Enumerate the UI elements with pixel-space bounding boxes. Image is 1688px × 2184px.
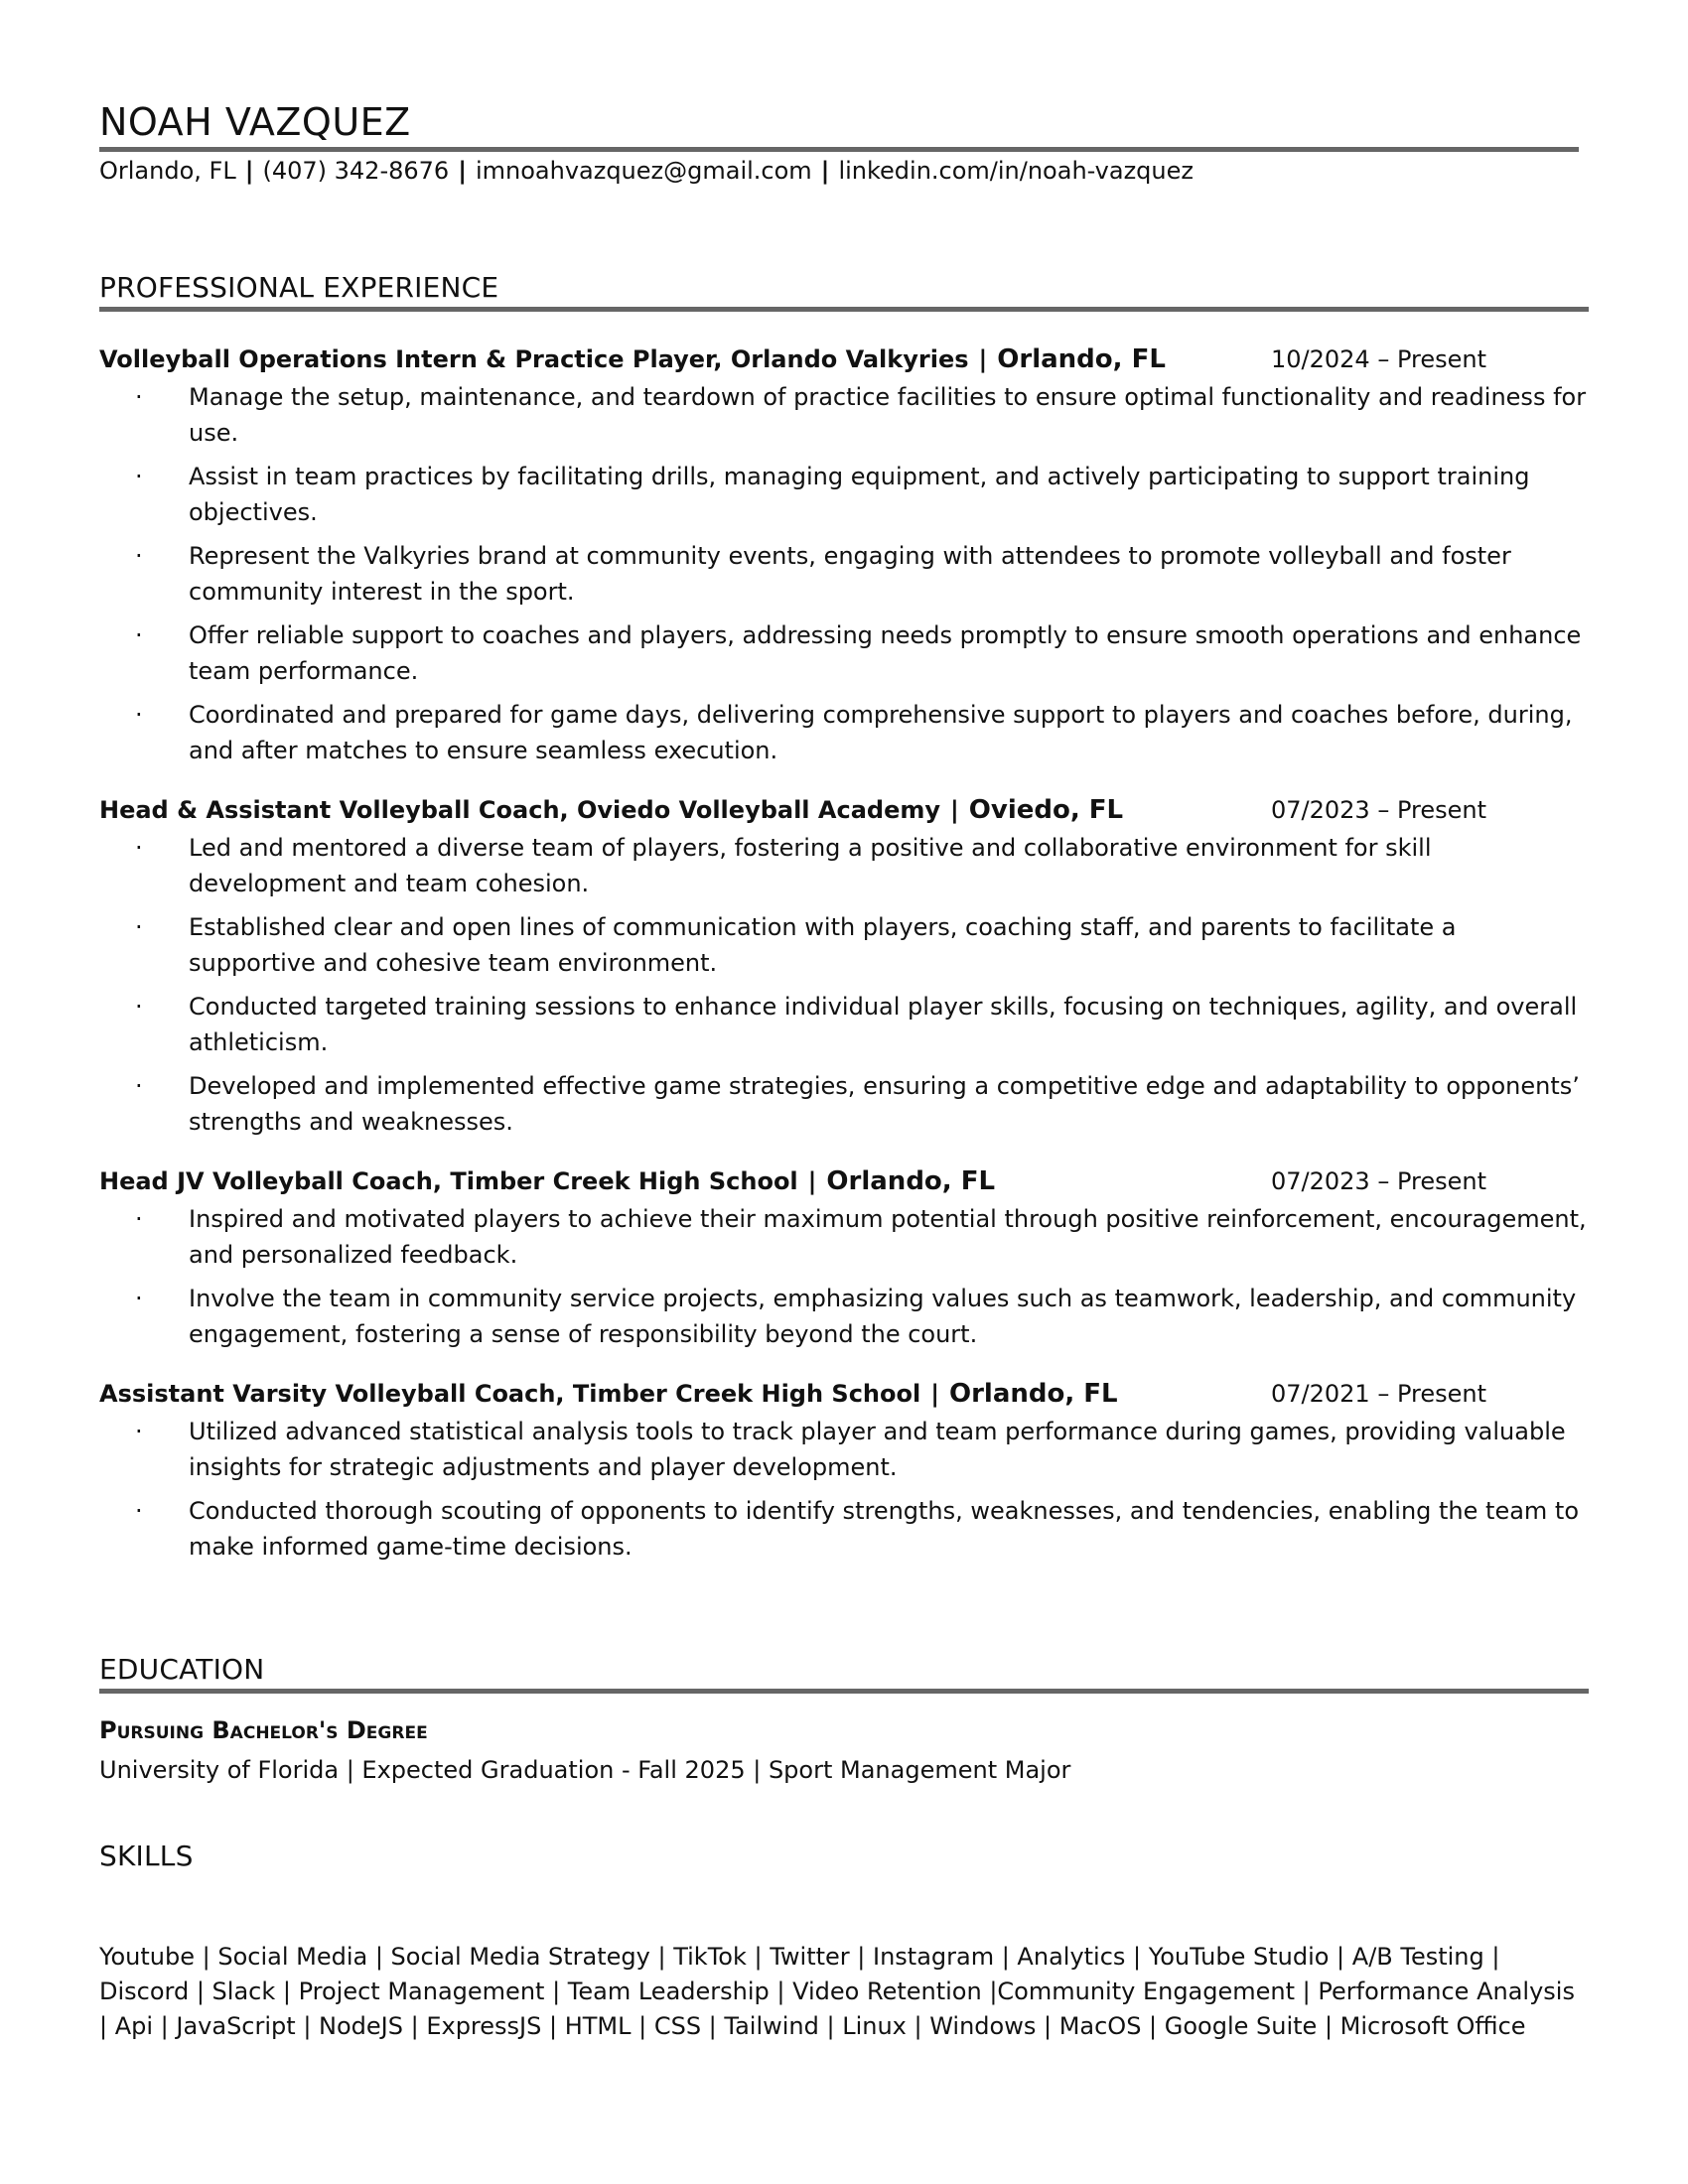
bullet-dot-icon: · (135, 1205, 143, 1233)
experience-heading: PROFESSIONAL EXPERIENCE (99, 271, 499, 304)
bullet-dot-icon: · (135, 542, 143, 570)
bullet-item (99, 1414, 1589, 1485)
bullet-text: Offer reliable support to coaches and players, addressing needs promptly to ensure smooth operations and enhance team performance. (189, 621, 1582, 685)
job-entry (99, 1161, 1589, 1352)
bullet-dot-icon: · (135, 993, 143, 1021)
bullet-text: Manage the setup, maintenance, and teardown of practice facilities to ensure optimal functionality and readiness for use. (189, 383, 1587, 447)
bullet-item (99, 989, 1589, 1060)
bullet-text: Led and mentored a diverse team of players, fostering a positive and collaborative environment for skill development and team cohesion. (189, 834, 1432, 897)
bullet-dot-icon: · (135, 701, 143, 729)
job-header (99, 790, 1589, 830)
job-separator: | (978, 345, 988, 373)
bullet-dot-icon: · (135, 1285, 143, 1312)
bullet-item (99, 1493, 1589, 1565)
header-rule (99, 147, 1579, 152)
education-heading: EDUCATION (99, 1653, 265, 1686)
job-bullets (99, 379, 1589, 768)
bullet-item (99, 617, 1589, 689)
bullet-item (99, 1201, 1589, 1273)
experience-list (99, 340, 1589, 1586)
contact-separator: | (244, 157, 254, 185)
job-location: Orlando, FL (948, 1379, 1118, 1409)
contact-linkedin: linkedin.com/in/noah-vazquez (838, 157, 1194, 185)
job-title: Head JV Volleyball Coach, Timber Creek High School (99, 1167, 798, 1195)
bullet-dot-icon: · (135, 621, 143, 649)
bullet-text: Established clear and open lines of communication with players, coaching staff, and parents to facilitate a supportive and cohesive team environment. (189, 913, 1457, 977)
contact-line (99, 155, 1589, 187)
job-location: Orlando, FL (826, 1166, 996, 1196)
job-header (99, 1374, 1589, 1414)
bullet-text: Assist in team practices by facilitating drills, managing equipment, and actively participating to support training objectives. (189, 463, 1530, 526)
job-dates: 07/2023 – Present (1271, 1167, 1487, 1195)
education-details: University of Florida | Expected Graduation - Fall 2025 | Sport Management Major (99, 1756, 1071, 1784)
job-location: Oviedo, FL (968, 795, 1124, 825)
bullet-text: Inspired and motivated players to achieve their maximum potential through positive reinforcement, encouragement, and personalized feedback. (189, 1205, 1587, 1269)
job-dates: 10/2024 – Present (1271, 345, 1487, 373)
job-title: Head & Assistant Volleyball Coach, Oviedo Volleyball Academy (99, 796, 940, 824)
job-title: Volleyball Operations Intern & Practice Player, Orlando Valkyries (99, 345, 969, 373)
bullet-text: Utilized advanced statistical analysis tools to track player and team performance during games, providing valuable insights for strategic adjustments and player development. (189, 1418, 1566, 1481)
job-bullets (99, 1414, 1589, 1565)
job-separator: | (930, 1380, 939, 1408)
bullet-item (99, 459, 1589, 530)
bullet-text: Developed and implemented effective game strategies, ensuring a competitive edge and adaptability to opponents’ strengths and weaknesses. (189, 1072, 1580, 1136)
bullet-dot-icon: · (135, 463, 143, 490)
bullet-dot-icon: · (135, 834, 143, 862)
contact-email: imnoahvazquez@gmail.com (475, 157, 812, 185)
bullet-text: Coordinated and prepared for game days, delivering comprehensive support to players and coaches before, during, and after matches to ensure seamless execution. (189, 701, 1573, 764)
bullet-text: Represent the Valkyries brand at community events, engaging with attendees to promote volleyball and foster community interest in the sport. (189, 542, 1511, 606)
bullet-dot-icon: · (135, 913, 143, 941)
bullet-item (99, 697, 1589, 768)
degree-title: Pursuing Bachelor's Degree (99, 1716, 428, 1744)
job-entry (99, 790, 1589, 1140)
job-dates: 07/2023 – Present (1271, 796, 1487, 824)
bullet-dot-icon: · (135, 383, 143, 411)
experience-rule (99, 307, 1589, 312)
candidate-name: NOAH VAZQUEZ (99, 100, 411, 144)
job-bullets (99, 830, 1589, 1140)
job-separator: | (950, 796, 959, 824)
contact-phone: (407) 342-8676 (262, 157, 450, 185)
contact-separator: | (820, 157, 830, 185)
job-bullets (99, 1201, 1589, 1352)
job-header (99, 1161, 1589, 1201)
bullet-dot-icon: · (135, 1072, 143, 1100)
bullet-item (99, 909, 1589, 981)
contact-city: Orlando, FL (99, 157, 236, 185)
contact-separator: | (458, 157, 467, 185)
job-entry (99, 1374, 1589, 1565)
job-title: Assistant Varsity Volleyball Coach, Timber Creek High School (99, 1380, 921, 1408)
bullet-item (99, 538, 1589, 610)
job-location: Orlando, FL (997, 344, 1166, 374)
job-header (99, 340, 1589, 379)
job-entry (99, 340, 1589, 768)
bullet-dot-icon: · (135, 1497, 143, 1525)
education-rule (99, 1689, 1589, 1694)
bullet-text: Conducted thorough scouting of opponents to identify strengths, weaknesses, and tendencies, enabling the team to make informed game-time decisions. (189, 1497, 1580, 1561)
bullet-item (99, 1068, 1589, 1140)
bullet-text: Involve the team in community service projects, emphasizing values such as teamwork, leadership, and community engagement, fostering a sense of responsibility beyond the court. (189, 1285, 1577, 1348)
bullet-dot-icon: · (135, 1418, 143, 1445)
bullet-item (99, 379, 1589, 451)
job-separator: | (807, 1167, 817, 1195)
skills-list: Youtube | Social Media | Social Media Strategy | TikTok | Twitter | Instagram | Analytics | YouTube Studio | A/B Testing | Discord | Slack | Project Management | Team Leadership | Video Retention |Community Engagement | Performance Analysis | Api | JavaScript | NodeJS | ExpressJS | HTML | CSS | Tailwind | Linux | Windows | MacOS | Google Suite | Microsoft Office (99, 1943, 1575, 2040)
skills-heading: SKILLS (99, 1840, 194, 1872)
job-dates: 07/2021 – Present (1271, 1380, 1487, 1408)
bullet-item (99, 1281, 1589, 1352)
bullet-text: Conducted targeted training sessions to enhance individual player skills, focusing on techniques, agility, and overall athleticism. (189, 993, 1578, 1056)
bullet-item (99, 830, 1589, 901)
